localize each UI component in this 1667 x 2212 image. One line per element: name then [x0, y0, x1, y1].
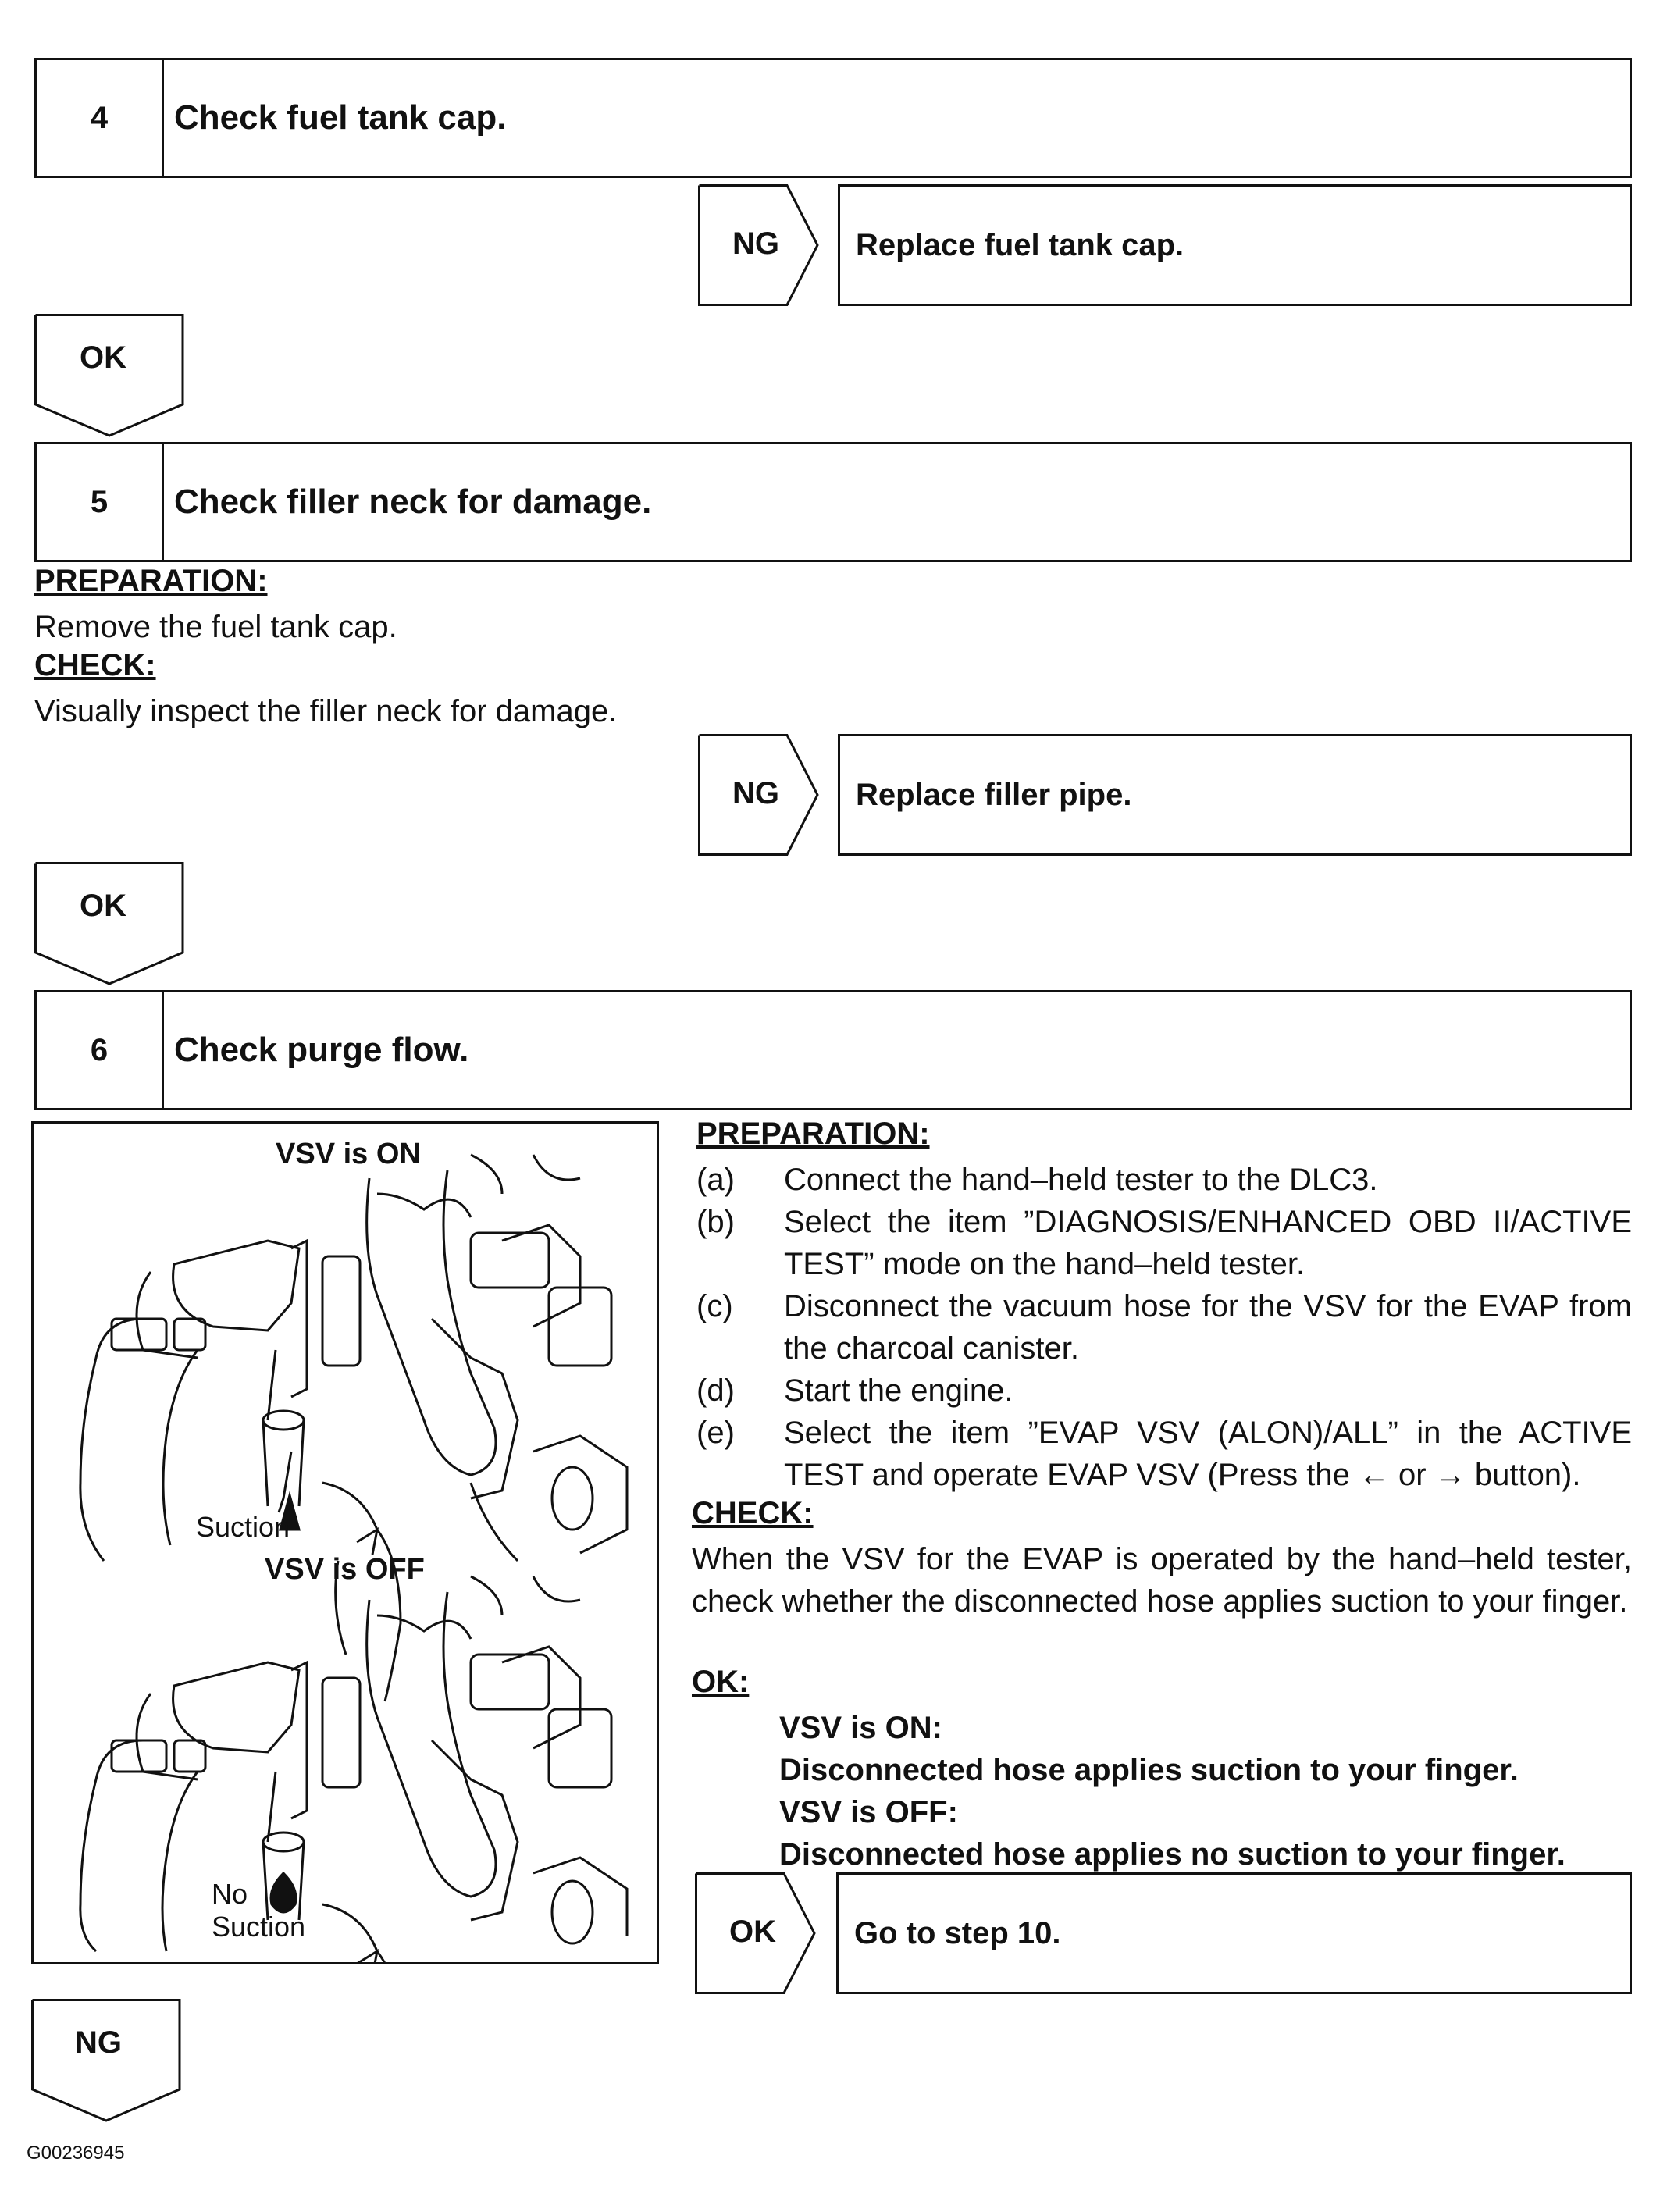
preparation-heading: PREPARATION: — [696, 1117, 930, 1151]
step-number: 6 — [37, 992, 164, 1108]
result-replace-fuel-tank-cap: Replace fuel tank cap. — [838, 184, 1632, 306]
ok-label: OK — [80, 889, 126, 923]
figure-title-off: VSV is OFF — [265, 1553, 425, 1586]
ok-spec-line: VSV is ON: — [779, 1711, 942, 1745]
result-replace-filler-pipe: Replace filler pipe. — [838, 734, 1632, 856]
ok-arrow-step-4 — [34, 314, 184, 439]
ok-spec-line: Disconnected hose applies no suction to your finger. — [779, 1837, 1565, 1872]
step-title: Check fuel tank cap. — [174, 98, 507, 137]
ng-label: NG — [732, 226, 779, 261]
check-heading: CHECK: — [34, 648, 156, 682]
down-arrow-icon — [34, 314, 184, 439]
list-item: (c) Disconnect the vacuum hose for the VSV for the EVAP from the charcoal canister. — [696, 1289, 1632, 1366]
list-item: (a) Connect the hand–held tester to the DLC3. — [696, 1163, 1378, 1197]
ng-label: NG — [75, 2025, 122, 2060]
step-title: Check purge flow. — [174, 1031, 469, 1069]
vsv-diagram — [34, 1124, 657, 1962]
ok-arrow-step-5 — [34, 862, 184, 987]
ok-arrow-step-6 — [695, 1872, 835, 1994]
no-suction-label-line2: Suction — [212, 1911, 306, 1943]
down-arrow-icon — [34, 862, 184, 987]
list-item: (e) Select the item ”EVAP VSV (ALON)/ALL” in the ACTIVE TEST and operate EVAP VSV (Press the ← or → button). — [696, 1416, 1632, 1492]
step-number: 5 — [37, 444, 164, 560]
figure-title-on: VSV is ON — [276, 1138, 421, 1170]
suction-label: Suction — [196, 1511, 290, 1543]
check-text: When the VSV for the EVAP is operated by the hand–held tester, check whether the disconnected hose applies suction to your finger. — [692, 1542, 1632, 1619]
list-item: (b) Select the item ”DIAGNOSIS/ENHANCED OBD II/ACTIVE TEST” mode on the hand–held tester. — [696, 1205, 1632, 1281]
ok-label: OK — [729, 1915, 776, 1949]
ok-spec — [779, 1707, 1565, 1875]
figure-code: G00236945 — [27, 2143, 125, 2164]
down-arrow-icon — [31, 1999, 181, 2124]
result-go-to-step-10: Go to step 10. — [836, 1872, 1632, 1994]
preparation-list — [696, 1159, 1632, 1496]
check-text: Visually inspect the filler neck for damage. — [34, 694, 618, 728]
step-4-header — [34, 58, 1632, 178]
no-suction-label-line1: No — [212, 1878, 248, 1910]
preparation-text: Remove the fuel tank cap. — [34, 610, 397, 644]
ng-arrow-step-4 — [698, 184, 839, 306]
step-5-header — [34, 442, 1632, 562]
ok-spec-heading: OK: — [692, 1665, 750, 1699]
vsv-off-drawing — [80, 1576, 627, 1962]
step-number: 4 — [37, 60, 164, 176]
ng-arrow-step-6 — [31, 1999, 181, 2124]
preparation-heading: PREPARATION: — [34, 564, 268, 598]
ng-label: NG — [732, 776, 779, 810]
ng-arrow-step-5 — [698, 734, 839, 856]
ok-spec-line: VSV is OFF: — [779, 1795, 958, 1829]
ok-spec-line: Disconnected hose applies suction to your finger. — [779, 1753, 1519, 1787]
list-item: (d) Start the engine. — [696, 1373, 1013, 1408]
step-title: Check filler neck for damage. — [174, 483, 652, 521]
check-heading: CHECK: — [692, 1496, 814, 1530]
vsv-illustration — [31, 1121, 659, 1964]
step-6-header — [34, 990, 1632, 1110]
vsv-on-drawing — [80, 1155, 627, 1701]
ok-label: OK — [80, 340, 126, 375]
